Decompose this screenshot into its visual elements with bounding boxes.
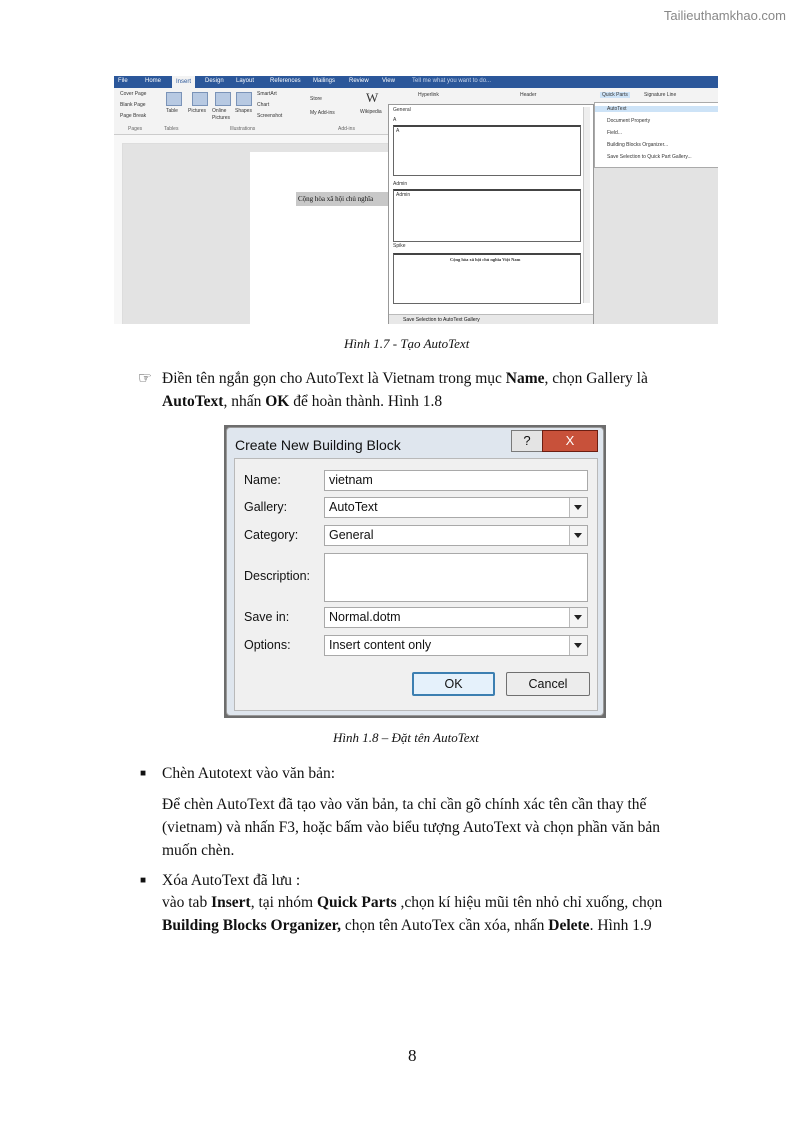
quick-parts-menu (594, 102, 718, 168)
instruction-autotext-bold: AutoText (162, 393, 224, 410)
bullet-square-icon: ■ (140, 875, 147, 886)
wikipedia-button[interactable]: Wikipedia (360, 109, 382, 115)
gallery-entry-spike-preview: Cộng hòa xã hội chủ nghĩa Việt Nam (450, 257, 521, 262)
smartart-button[interactable]: SmartArt (257, 91, 277, 97)
tell-me-search[interactable]: Tell me what you want to do... (412, 78, 492, 84)
chevron-down-icon[interactable] (569, 608, 587, 627)
delete-quickparts-bold: Quick Parts (317, 894, 397, 911)
insert-line-2: (vietnam) và nhấn F3, hoặc bấm vào biểu tượng AutoText và chọn phần văn bản (162, 819, 661, 836)
save-in-value: Normal.dotm (329, 610, 401, 624)
my-addins-button[interactable]: My Add-ins (310, 110, 335, 116)
delete-section-body (162, 891, 722, 937)
table-icon (166, 92, 182, 106)
page-break-button[interactable]: Page Break (120, 113, 147, 119)
pictures-icon (192, 92, 208, 106)
watermark: Tailieuthamkhao.com (663, 8, 786, 23)
dialog-frame (226, 427, 604, 716)
figure-autotext-screenshot (114, 76, 718, 324)
tab-file[interactable]: File (118, 78, 128, 84)
chevron-down-icon[interactable] (569, 498, 587, 517)
tab-design[interactable]: Design (205, 78, 224, 84)
chevron-down-icon[interactable] (569, 636, 587, 655)
delete-organizer-bold: Building Blocks Organizer, (162, 917, 341, 934)
menu-item-building-blocks-organizer[interactable]: Building Blocks Organizer... (607, 142, 669, 148)
delete-text-1: vào tab (162, 894, 212, 911)
delete-text-5: . Hình 1.9 (589, 917, 652, 934)
description-label: Description: (244, 569, 310, 583)
tab-home[interactable]: Home (145, 78, 162, 84)
gallery-heading-general: General (393, 107, 411, 113)
selected-text[interactable]: Cộng hòa xã hội chủ nghĩa (296, 192, 396, 206)
gallery-entry-a-preview: A (396, 128, 400, 134)
insert-line-1: Để chèn AutoText đã tạo vào văn bản, ta chỉ cần gõ chính xác tên cần thay thế (162, 796, 647, 813)
gallery-heading-spike: Spike (393, 243, 406, 249)
online-pictures-icon (215, 92, 231, 106)
tab-mailings[interactable]: Mailings (313, 78, 336, 84)
gallery-label: Gallery: (244, 500, 288, 514)
tab-review[interactable]: Review (349, 78, 369, 84)
instruction-text-1: Điền tên ngắn gọn cho AutoText là Vietnam trong mục (162, 370, 506, 387)
tab-layout[interactable]: Layout (236, 78, 255, 84)
wikipedia-icon: W (366, 90, 379, 105)
gallery-value: AutoText (329, 500, 378, 514)
page-number: 8 (408, 1046, 417, 1065)
instruction-text-2: , chọn Gallery là (544, 370, 648, 387)
tables-group-label: Tables (164, 126, 179, 132)
pointing-hand-icon: ☞ (138, 370, 152, 387)
dialog-body (234, 458, 598, 711)
cover-page-button[interactable]: Cover Page (120, 91, 147, 97)
illustrations-group-label: Illustrations (230, 126, 256, 132)
dialog-title: Create New Building Block (235, 437, 401, 453)
gallery-entry-admin[interactable] (393, 189, 581, 242)
table-button[interactable]: Table (166, 108, 178, 114)
ok-button[interactable]: OK (412, 672, 495, 696)
delete-text-2: , tại nhóm (250, 894, 317, 911)
header-button[interactable]: Header (520, 92, 537, 98)
instruction-paragraph (162, 367, 720, 413)
create-building-block-dialog (224, 425, 606, 718)
options-label: Options: (244, 638, 291, 652)
tab-view[interactable]: View (382, 78, 395, 84)
shapes-button[interactable]: Shapes (235, 108, 252, 114)
delete-text-3: ,chọn kí hiệu mũi tên nhỏ chỉ xuống, chọn (396, 894, 663, 911)
delete-text-4: chọn tên AutoTex cần xóa, nhấn (341, 917, 549, 934)
instruction-ok-bold: OK (265, 393, 290, 410)
save-in-select[interactable] (324, 607, 588, 628)
delete-section-heading: Xóa AutoText đã lưu : (162, 872, 301, 889)
hyperlink-button[interactable]: Hyperlink (418, 92, 439, 98)
menu-item-field[interactable]: Field... (607, 130, 623, 136)
category-value: General (329, 528, 374, 542)
delete-delete-bold: Delete (548, 917, 590, 934)
options-value: Insert content only (329, 638, 432, 652)
gallery-entry-a[interactable] (393, 125, 581, 176)
figure17-caption: Hình 1.7 - Tạo AutoText (344, 336, 470, 351)
store-button[interactable]: Store (310, 96, 322, 102)
cancel-button[interactable]: Cancel (506, 672, 590, 696)
pages-group-label: Pages (128, 126, 143, 132)
quick-parts-button[interactable]: Quick Parts (602, 92, 628, 98)
addins-group-label: Add-ins (338, 126, 355, 132)
menu-item-document-property[interactable]: Document Property (607, 118, 651, 124)
options-select[interactable] (324, 635, 588, 656)
gallery-scrollbar[interactable] (583, 107, 590, 303)
screenshot-button[interactable]: Screenshot (257, 113, 283, 119)
menu-item-autotext[interactable]: AutoText (595, 106, 718, 112)
name-input[interactable]: vietnam (324, 470, 588, 491)
blank-page-button[interactable]: Blank Page (120, 102, 146, 108)
gallery-select[interactable] (324, 497, 588, 518)
shapes-icon (236, 92, 252, 106)
chart-button[interactable]: Chart (257, 102, 270, 108)
insert-section-body (162, 793, 722, 862)
bullet-square-icon: ■ (140, 768, 147, 779)
signature-line-button[interactable]: Signature Line (644, 92, 677, 98)
category-select[interactable] (324, 525, 588, 546)
online-pictures-button[interactable]: Online Pictures (212, 108, 231, 121)
gallery-entry-admin-preview: Admin (396, 192, 411, 198)
instruction-name-bold: Name (505, 370, 545, 387)
menu-item-save-to-quick-part-gallery[interactable]: Save Selection to Quick Part Gallery... (607, 154, 692, 160)
ribbon-tab-bar (114, 76, 718, 88)
tab-references[interactable]: References (270, 78, 301, 84)
instruction-text-4: để hoàn thành. Hình 1.8 (289, 393, 443, 410)
category-label: Category: (244, 528, 299, 542)
description-textarea[interactable] (324, 553, 588, 602)
pictures-button[interactable]: Pictures (188, 108, 207, 114)
delete-insert-bold: Insert (211, 894, 251, 911)
gallery-entry-a-label: A (393, 117, 397, 123)
gallery-entry-spike[interactable] (393, 253, 581, 304)
figure18-caption: Hình 1.8 – Đặt tên AutoText (333, 730, 479, 745)
vertical-ruler (114, 143, 123, 324)
close-button[interactable]: X (542, 430, 598, 452)
tab-insert[interactable]: Insert (172, 76, 195, 88)
save-selection-to-gallery[interactable]: Save Selection to AutoText Gallery (389, 314, 593, 324)
insert-section-heading: Chèn Autotext vào văn bản: (162, 765, 336, 782)
help-button[interactable]: ? (511, 430, 543, 452)
autotext-gallery (388, 104, 594, 324)
insert-line-3: muốn chèn. (162, 842, 235, 859)
name-label: Name: (244, 473, 281, 487)
gallery-heading-admin: Admin (393, 181, 408, 187)
instruction-text-3: , nhấn (223, 393, 266, 410)
chevron-down-icon[interactable] (569, 526, 587, 545)
save-in-label: Save in: (244, 610, 290, 624)
